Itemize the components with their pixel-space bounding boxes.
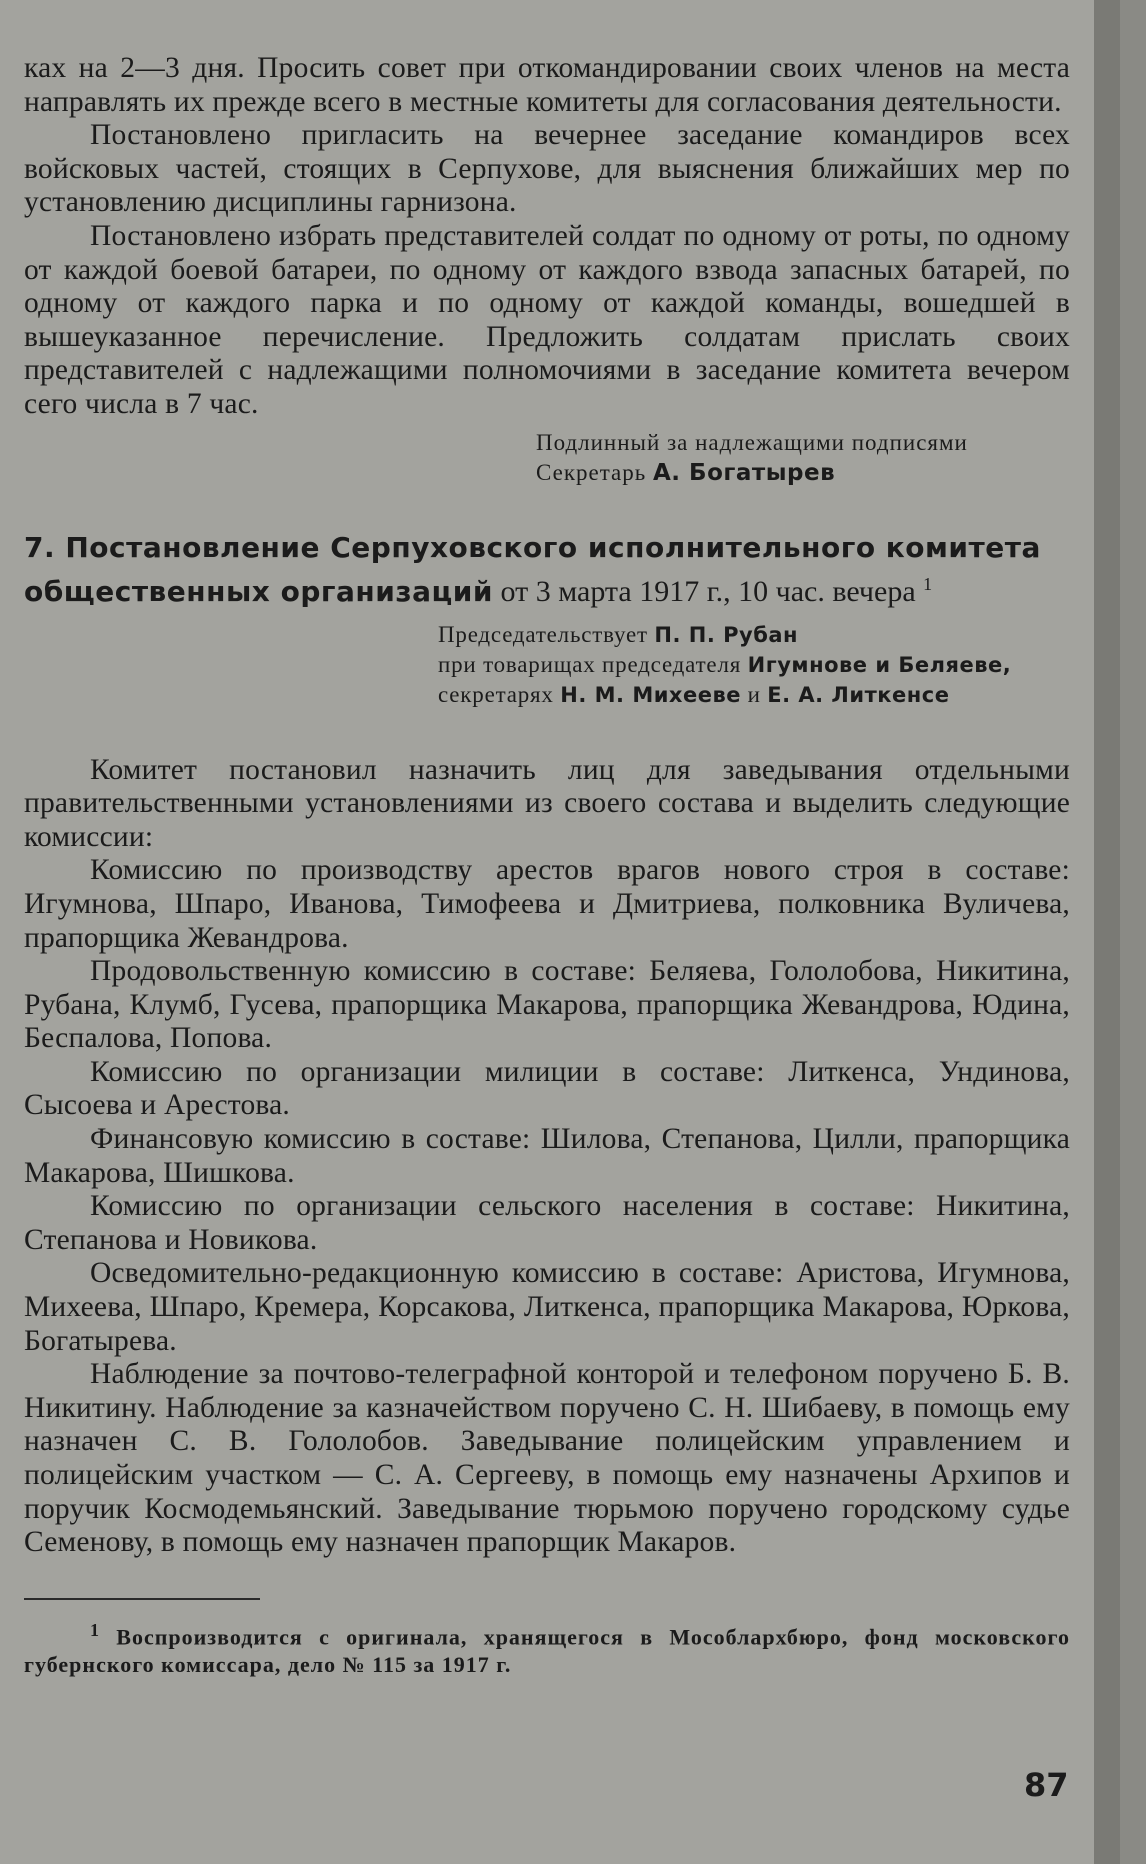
secretaries-label: секретарях [438, 681, 554, 707]
footnote-mark: 1 [90, 1619, 100, 1640]
paragraph-militia-commission: Комиссию по организации милиции в составе: Литкенса, Ундинова, Сысоева и Арестова. [24, 1055, 1070, 1122]
document-heading [24, 530, 1070, 610]
heading-footnote-ref: 1 [923, 573, 933, 594]
heading-date: от 3 марта 1917 г., 10 час. вечера [500, 574, 916, 608]
paragraph-invite-commanders: Постановлено пригласить на вечернее заседание командиров всех войсковых частей, стоящих в Серпухове, для выяснения ближайших мер по установлению дисциплины гарнизона. [24, 119, 1070, 219]
chair-block [438, 620, 1070, 710]
paragraph-committee-resolved: Комитет постановил назначить лиц для заведывания отдельными правительственными установлениями из своего состава и выделить следующие комиссии: [24, 753, 1070, 853]
paragraph-elect-representatives: Постановлено избрать представителей солдат по одному от роты, по одному от каждой боевой батареи, по одному от каждого взвода запасных батарей, по одному от каждого парка и по одному от каждой команды, вошедшей в вышеуказанное перечисление. Предложить солдатам прислать своих представителей с надлежащими полномочиями в заседание комитета вечером сего числа в 7 час. [24, 219, 1070, 420]
paragraph-food-commission: Продовольственную комиссию в составе: Беляева, Гололобова, Никитина, Рубана, Клумб, Гусева, прапорщика Макарова, прапорщика Жевандрова, Юдина, Беспалова, Попова. [24, 955, 1070, 1055]
chair-name: П. П. Рубан [654, 622, 799, 647]
deputies-label: при товарищах председателя [438, 651, 742, 677]
paragraph-assignments: Наблюдение за почтово-телеграфной конторой и телефоном поручено Б. В. Никитину. Наблюдение за казначейством поручено С. Н. Шибаеву, в помощь ему назначен С. В. Гололобов. Заведывание полицейским управлением и полицейским участком — С. А. Сергееву, в помощь ему назначены Архипов и поручик Космодемьянский. Заведывание тюрьмою поручено городскому судье Семенову, в помощь ему назначен прапорщик Макаров. [24, 1358, 1070, 1559]
page-edge-shadow [1094, 0, 1120, 1864]
paragraph-continued: ках на 2—3 дня. Просить совет при откомандировании своих членов на места направлять их прежде всего в местные комитеты для согласования деятельности. [24, 52, 1070, 118]
chair-label: Председательствует [438, 621, 648, 647]
footnote-text: Воспроизводится с оригинала, хранящегося в Мособлархбюро, фонд московского губернского комиссара, дело № 115 за 1917 г. [24, 1624, 1070, 1678]
secretary-name-1: Н. М. Михееве [560, 682, 741, 707]
chair-line-1 [438, 620, 1070, 650]
paragraph-finance-commission: Финансовую комиссию в составе: Шилова, Степанова, Цилли, прапорщика Макарова, Шишкова. [24, 1123, 1070, 1189]
chair-line-2 [438, 650, 1070, 680]
heading-title: 7. Постановление Серпуховского исполнительного комитета общественных организаций [24, 530, 1041, 608]
signature-role: Секретарь [536, 459, 647, 485]
signature-name: А. Богатырев [653, 459, 836, 486]
deputies-names: Игумнове и Беляеве, [747, 652, 1012, 677]
signature-block [536, 428, 1070, 488]
signature-line: Подлинный за надлежащими подписями [536, 429, 968, 455]
signature-secretary [536, 458, 1070, 488]
footnote [24, 1616, 1070, 1679]
chair-line-3 [438, 680, 1070, 710]
conjunction: и [747, 681, 761, 707]
secretary-name-2: Е. А. Литкенсе [767, 682, 950, 707]
footnote-divider [24, 1598, 260, 1600]
paragraph-information-commission: Осведомительно-редакционную комиссию в составе: Аристова, Игумнова, Михеева, Шпаро, Кремера, Корсакова, Литкенса, прапорщика Макарова, Юркова, Богатырева. [24, 1257, 1070, 1357]
page-number: 87 [1024, 1766, 1069, 1804]
paragraph-arrest-commission: Комиссию по производству арестов врагов нового строя в составе: Игумнова, Шпаро, Иванова, Тимофеева и Дмитриева, полковника Вуличева, прапорщика Жевандрова. [24, 854, 1070, 954]
paragraph-rural-commission: Комиссию по организации сельского населения в составе: Никитина, Степанова и Новикова. [24, 1190, 1070, 1256]
